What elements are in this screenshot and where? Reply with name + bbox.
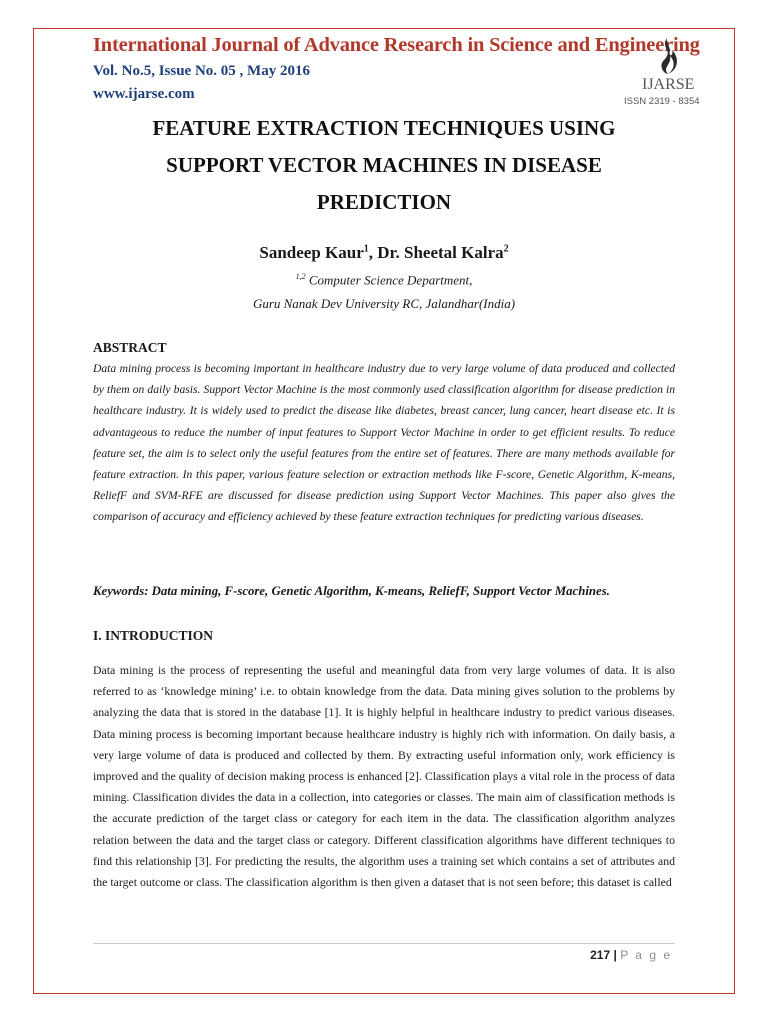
paper-title-line-2: SUPPORT VECTOR MACHINES IN DISEASE xyxy=(166,153,602,177)
footer-divider xyxy=(93,943,675,944)
introduction-text: Data mining is the process of representing the useful and meaningful data from very large volumes of data. It is also referred to as ‘knowledge mining’ i.e. to obtain knowledge from the data. Data mining gives solution to the problems by analyzing the data that is stored in the database [1]. It is highly helpful in healthcare industry to predict various diseases. Data mining process is becoming important because healthcare industry is highly rich with information. On daily basis, a very large volume of data is produced and collected by them. By extracting useful information only, work efficiency is improved and the quality of decision making process is enhanced [2]. Classification plays a vital role in the process of data mining. Classification divides the data in a collection, into categories or classes. The main aim of classification methods is the accurate prediction of the target class or category for each item in the data. The classification algorithm analyzes relation between the data and the target class or category. Different classification algorithms have different techniques to find this relationship [3]. For predicting the results, the algorithm uses a training set which contains a set of attributes and the target outcome or class. The classification algorithm is then given a dataset that is not seen before; this dataset is called xyxy=(93,663,675,890)
journal-website: www.ijarse.com xyxy=(93,86,195,102)
flame-logo-icon xyxy=(652,36,682,76)
keywords: Keywords: Data mining, F-score, Genetic Algorithm, K-means, ReliefF, Support Vector Machines. xyxy=(93,584,610,598)
author-1: Sandeep Kaur xyxy=(259,243,364,262)
affiliation-mark: 1,2 xyxy=(295,272,306,281)
journal-logo xyxy=(610,36,730,110)
affiliation-line-2: Guru Nanak Dev University RC, Jalandhar(India) xyxy=(252,296,516,311)
paper-title-line-1: FEATURE EXTRACTION TECHNIQUES USING xyxy=(152,116,616,140)
logo-name: IJARSE xyxy=(642,76,695,93)
abstract-text: Data mining process is becoming important in healthcare industry due to very large volume of data produced and collected by them on daily basis. Support Vector Machine is the most commonly used classification algorithm for disease prediction in healthcare industry. It is widely used to predict the disease like diabetes, breast cancer, lung cancer, heart disease etc. It is advantageous to reduce the number of input features to Support Vector Machine in order to get efficient results. To reduce feature set, the aim is to select only the useful features from the entire set of features. There are many methods available for feature extraction. In this paper, various feature selection or extraction methods like F-score, Genetic Algorithm, K-means, ReliefF and SVM-RFE are discussed for disease prediction using Support Vector Machines. This paper also gives the comparison of accuracy and efficiency achieved by these feature extraction techniques for predicting various diseases. xyxy=(93,362,675,524)
page-footer xyxy=(590,948,672,962)
affiliation-department: Computer Science Department, xyxy=(305,272,473,288)
author-2-affiliation-mark: 2 xyxy=(503,243,509,255)
affiliation-line-1 xyxy=(100,272,668,288)
page-number: 217 xyxy=(590,948,611,962)
journal-volume-issue: Vol. No.5, Issue No. 05 , May 2016 xyxy=(93,63,310,79)
introduction-heading: I. INTRODUCTION xyxy=(93,628,214,643)
footer-separator: | xyxy=(610,948,621,962)
author-2: Dr. Sheetal Kalra xyxy=(377,243,504,262)
author-1-affiliation-mark: 1 xyxy=(363,243,369,255)
author-separator: , xyxy=(368,243,378,262)
paper-title-line-3: PREDICTION xyxy=(316,190,452,214)
logo-issn: ISSN 2319 - 8354 xyxy=(624,96,700,107)
abstract-heading: ABSTRACT xyxy=(93,340,167,355)
journal-title: International Journal of Advance Research in Science and Engineering xyxy=(93,34,700,56)
authors xyxy=(100,243,668,263)
page-label: P a g e xyxy=(620,948,672,962)
